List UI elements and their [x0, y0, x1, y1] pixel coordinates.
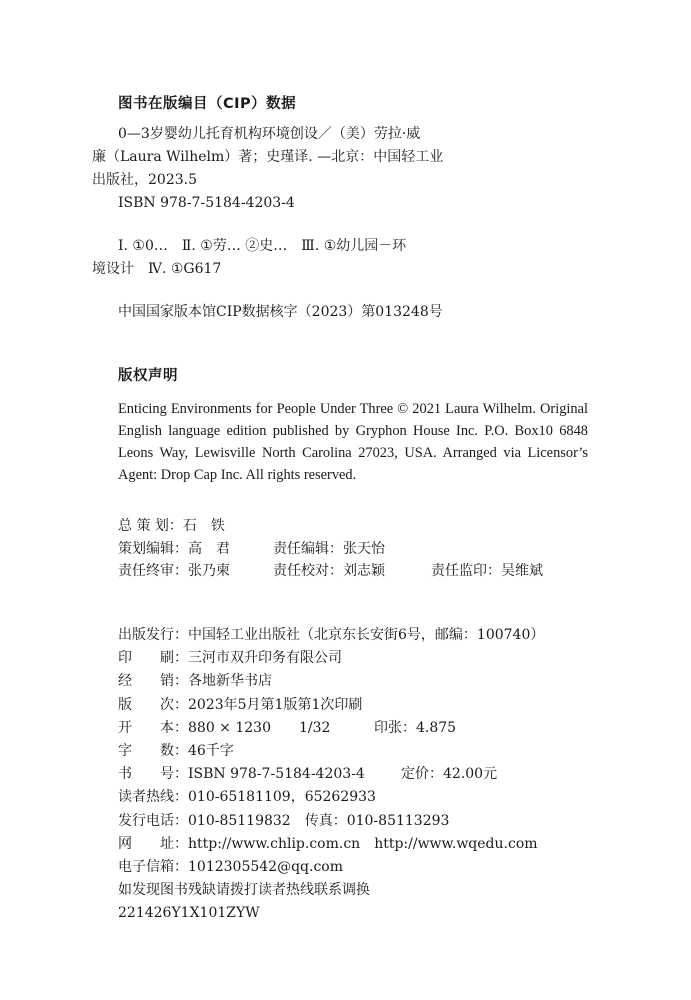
credit-planning-editor: 策划编辑：高 君	[118, 540, 230, 557]
website-label: 网 址：	[118, 835, 188, 852]
hotline-value: 010-65181109，65262933	[188, 789, 376, 806]
phone-label: 发行电话：	[118, 812, 188, 829]
distributor-label: 经 销：	[118, 673, 188, 690]
printer-label: 印 刷：	[118, 650, 188, 667]
credit-print-supervision: 责任监印：吴维斌	[431, 563, 543, 579]
cip-verification-number: 中国国家版本馆CIP数据核字（2023）第013248号	[118, 304, 443, 320]
cip-line-3: 出版社，2023.5	[92, 172, 197, 188]
word-count-row	[118, 740, 544, 763]
print-code: 221426Y1X101ZYW	[118, 905, 260, 922]
printer-value: 三河市双升印务有限公司	[188, 650, 342, 667]
edition-label: 版 次：	[118, 696, 188, 713]
email-value: 1012305542@qq.com	[188, 858, 343, 875]
format-label: 开 本：	[118, 719, 188, 736]
edition-row	[118, 694, 544, 717]
distributor-value: 各地新华书店	[188, 673, 272, 690]
cip-isbn: ISBN 978-7-5184-4203-4	[118, 195, 295, 211]
phone-value: 010-85119832 传真：010-85113293	[188, 812, 450, 829]
edition-value: 2023年5月第1版第1次印刷	[188, 696, 363, 713]
format-value: 880 × 1230 1/32	[188, 719, 331, 736]
defect-notice: 如发现图书残缺请拨打读者热线联系调换	[118, 882, 370, 899]
printer-row	[118, 647, 544, 670]
credit-proofreading: 责任校对：刘志颖	[273, 563, 385, 579]
credit-responsible-editor: 责任编辑：张天怡	[273, 540, 385, 557]
format-row	[118, 717, 544, 740]
printed-sheets: 印张：4.875	[374, 719, 457, 736]
cip-line-1: 0—3岁婴幼儿托育机构环境创设／（美）劳拉·威	[118, 126, 421, 142]
publisher-value: 中国轻工业出版社（北京东长安街6号，邮编：100740）	[188, 627, 545, 643]
word-count-value: 46千字	[188, 742, 234, 759]
credit-planner: 总 策 划：石 铁	[118, 518, 225, 534]
website-value: http://www.chlip.com.cn http://www.wqedu.com	[188, 835, 538, 852]
book-number-value: ISBN 978-7-5184-4203-4	[188, 766, 365, 783]
publication-info	[118, 624, 544, 925]
publisher-row	[118, 624, 544, 647]
email-label: 电子信箱：	[118, 858, 188, 875]
copyright-statement: Enticing Environments for People Under Three © 2021 Laura Wilhelm. Original English language edition published by Gryphon House Inc. P.O. Box10 6848 Leons Way, Lewisville North Carolina 27023, USA. Arranged via Licensor’s Agent: Drop Cap Inc. All rights reserved.	[118, 401, 588, 483]
cip-data-block	[92, 123, 592, 324]
email-row	[118, 856, 544, 879]
hotline-label: 读者热线：	[118, 789, 188, 806]
distributor-row	[118, 670, 544, 693]
word-count-label: 字 数：	[118, 742, 188, 759]
publisher-label: 出版发行：	[118, 627, 188, 643]
cip-heading: 图书在版编目（CIP）数据	[118, 96, 297, 112]
cip-classification-2: 境设计 Ⅳ. ①G617	[92, 261, 222, 277]
book-number-label: 书 号：	[118, 766, 188, 783]
price: 定价：42.00元	[401, 766, 498, 783]
copyright-heading: 版权声明	[118, 368, 178, 384]
website-row	[118, 833, 544, 856]
credit-final-review: 责任终审：张乃柬	[118, 563, 230, 579]
cip-classification-1: Ⅰ. ①0… Ⅱ. ①劳… ②史… Ⅲ. ①幼儿园－环	[118, 238, 407, 254]
hotline-row	[118, 786, 544, 809]
phone-row	[118, 810, 544, 833]
book-number-row	[118, 763, 544, 786]
cip-line-2: 廉（Laura Wilhelm）著；史瑾译. —北京：中国轻工业	[92, 149, 444, 165]
